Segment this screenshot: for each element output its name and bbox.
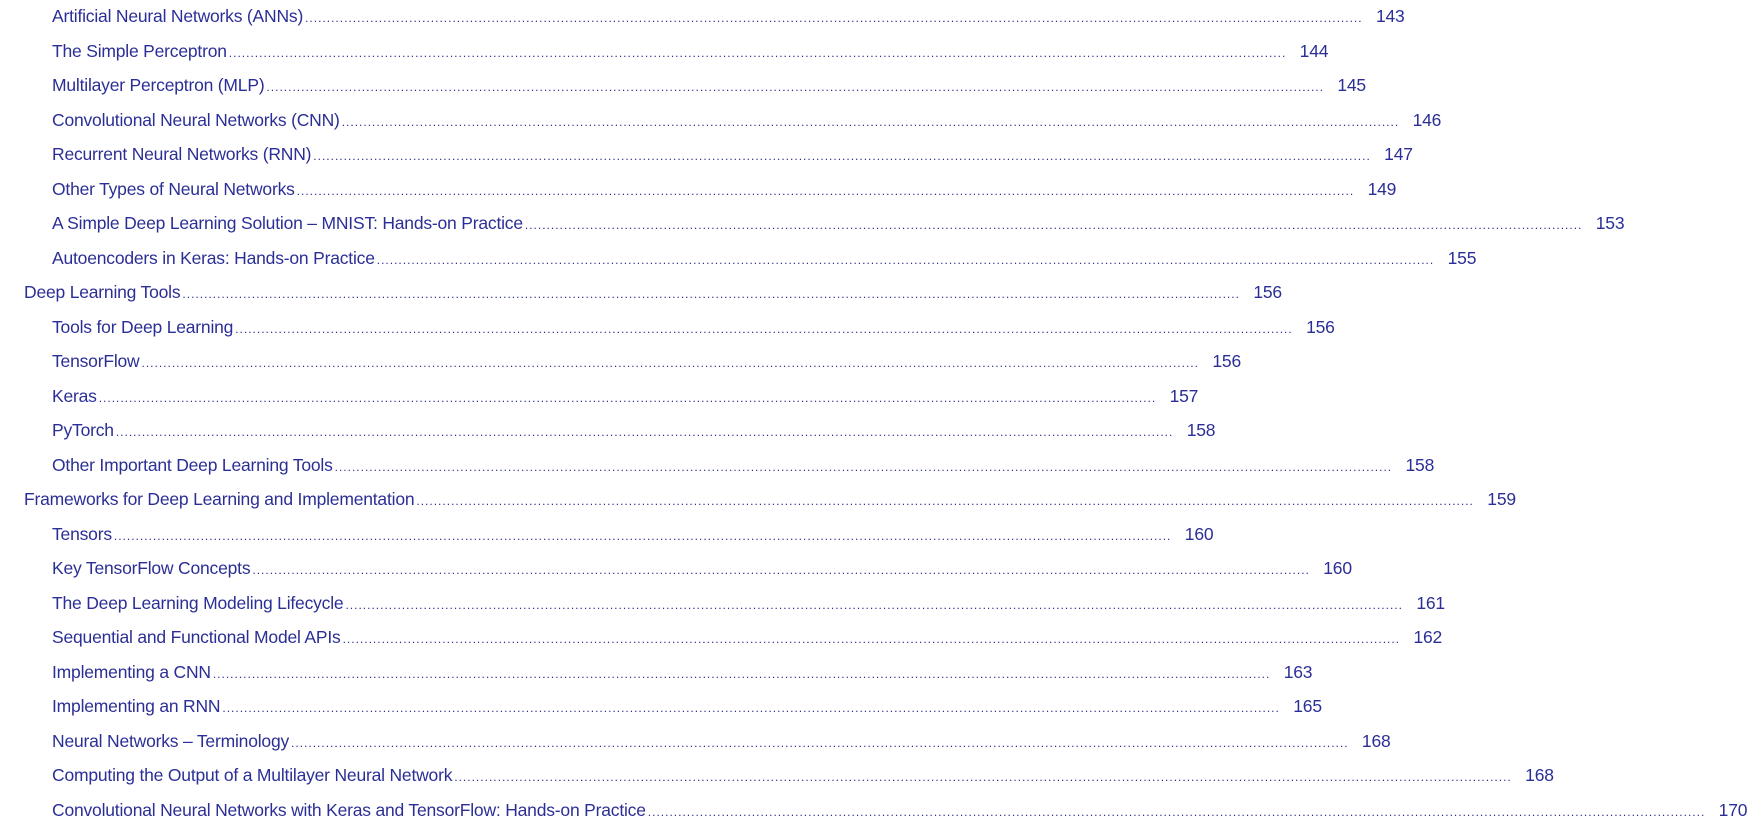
toc-subsection-link[interactable] xyxy=(0,655,800,690)
toc-dot-leader xyxy=(313,139,1371,174)
toc-subsection-link[interactable] xyxy=(0,172,800,207)
toc-subsection-link[interactable] xyxy=(0,758,800,793)
toc-entry-title: Keras xyxy=(52,379,97,414)
toc-page-number: 165 xyxy=(1284,689,1336,724)
toc-page-number: 159 xyxy=(1478,482,1530,517)
toc-page-number: 155 xyxy=(1438,241,1490,276)
toc-dot-leader xyxy=(266,70,1324,105)
toc-page-number: 162 xyxy=(1404,620,1456,655)
toc-dot-leader xyxy=(525,208,1583,243)
toc-page-number: 158 xyxy=(1177,413,1229,448)
toc-dot-leader xyxy=(342,105,1400,140)
toc-subsection-link[interactable] xyxy=(0,241,800,276)
toc-entry-title: Tools for Deep Learning xyxy=(52,310,233,345)
toc-dot-leader xyxy=(235,312,1293,347)
toc-dot-leader xyxy=(252,553,1310,588)
toc-page-number: 158 xyxy=(1396,448,1448,483)
toc-entry-title: Implementing a CNN xyxy=(52,655,211,690)
toc-dot-leader xyxy=(416,484,1474,519)
toc-subsection-link[interactable] xyxy=(0,689,800,724)
toc-entry-title: Autoencoders in Keras: Hands-on Practice xyxy=(52,241,375,276)
toc-dot-leader xyxy=(229,36,1287,71)
toc-subsection-link[interactable] xyxy=(0,34,800,69)
toc-dot-leader xyxy=(222,691,1280,726)
toc-entry-title: Sequential and Functional Model APIs xyxy=(52,620,341,655)
toc-entry-title: Deep Learning Tools xyxy=(24,275,180,310)
toc-page-number: 153 xyxy=(1586,206,1638,241)
toc-page-number: 170 xyxy=(1709,793,1761,828)
toc-entry-title: Implementing an RNN xyxy=(52,689,220,724)
toc-dot-leader xyxy=(114,519,1172,554)
toc-subsection-link[interactable] xyxy=(0,0,800,34)
toc-entry-title: TensorFlow xyxy=(52,344,139,379)
toc-entry-title: Other Types of Neural Networks xyxy=(52,172,295,207)
toc-section-link[interactable] xyxy=(0,275,800,310)
toc-page-number: 157 xyxy=(1160,379,1212,414)
toc-subsection-link[interactable] xyxy=(0,448,800,483)
toc-page-number: 156 xyxy=(1297,310,1349,345)
toc-dot-leader xyxy=(335,450,1393,485)
toc-entry-title: Tensors xyxy=(52,517,112,552)
toc-entry-title: Frameworks for Deep Learning and Implementation xyxy=(24,482,414,517)
toc-page xyxy=(0,0,800,800)
toc-subsection-link[interactable] xyxy=(0,551,800,586)
toc-subsection-link[interactable] xyxy=(0,68,800,103)
toc-page-number: 146 xyxy=(1403,103,1455,138)
toc-dot-leader xyxy=(345,588,1403,623)
toc-page-number: 147 xyxy=(1375,137,1427,172)
toc-entry-title: The Simple Perceptron xyxy=(52,34,227,69)
toc-subsection-link[interactable] xyxy=(0,724,800,759)
toc-page-number: 161 xyxy=(1407,586,1459,621)
toc-subsection-link[interactable] xyxy=(0,586,800,621)
toc-dot-leader xyxy=(454,760,1512,795)
toc-dot-leader xyxy=(377,243,1435,278)
toc-page-number: 168 xyxy=(1353,724,1405,759)
toc-entry-title: A Simple Deep Learning Solution – MNIST: Hands-on Practice xyxy=(52,206,523,241)
toc-subsection-link[interactable] xyxy=(0,517,800,552)
toc-dot-leader xyxy=(116,415,1174,450)
toc-entry-title: Neural Networks – Terminology xyxy=(52,724,289,759)
toc-dot-leader xyxy=(182,277,1240,312)
toc-page-number: 144 xyxy=(1290,34,1342,69)
toc-page-number: 156 xyxy=(1244,275,1296,310)
toc-dot-leader xyxy=(305,1,1363,36)
toc-entry-title: Convolutional Neural Networks (CNN) xyxy=(52,103,340,138)
table-of-contents xyxy=(0,0,800,827)
toc-dot-leader xyxy=(291,726,1349,761)
toc-page-number: 149 xyxy=(1358,172,1410,207)
toc-entry-title: Multilayer Perceptron (MLP) xyxy=(52,68,264,103)
toc-subsection-link[interactable] xyxy=(0,103,800,138)
toc-dot-leader xyxy=(99,381,1157,416)
toc-entry-title: Artificial Neural Networks (ANNs) xyxy=(52,0,303,34)
toc-entry-title: PyTorch xyxy=(52,413,114,448)
toc-dot-leader xyxy=(648,795,1706,829)
toc-entry-title: The Deep Learning Modeling Lifecycle xyxy=(52,586,343,621)
toc-subsection-link[interactable] xyxy=(0,310,800,345)
toc-subsection-link[interactable] xyxy=(0,620,800,655)
toc-subsection-link[interactable] xyxy=(0,793,800,828)
toc-subsection-link[interactable] xyxy=(0,344,800,379)
toc-subsection-link[interactable] xyxy=(0,137,800,172)
toc-dot-leader xyxy=(297,174,1355,209)
toc-page-number: 168 xyxy=(1516,758,1568,793)
toc-entry-title: Key TensorFlow Concepts xyxy=(52,551,250,586)
toc-page-number: 145 xyxy=(1328,68,1380,103)
toc-entry-title: Recurrent Neural Networks (RNN) xyxy=(52,137,311,172)
toc-dot-leader xyxy=(213,657,1271,692)
toc-page-number: 143 xyxy=(1367,0,1419,34)
toc-dot-leader xyxy=(141,346,1199,381)
toc-dot-leader xyxy=(343,622,1401,657)
toc-subsection-link[interactable] xyxy=(0,379,800,414)
toc-entry-title: Computing the Output of a Multilayer Neural Network xyxy=(52,758,452,793)
toc-section-link[interactable] xyxy=(0,482,800,517)
toc-page-number: 156 xyxy=(1203,344,1255,379)
toc-page-number: 160 xyxy=(1314,551,1366,586)
toc-entry-title: Convolutional Neural Networks with Keras and TensorFlow: Hands-on Practice xyxy=(52,793,646,828)
toc-page-number: 160 xyxy=(1175,517,1227,552)
toc-entry-title: Other Important Deep Learning Tools xyxy=(52,448,333,483)
toc-subsection-link[interactable] xyxy=(0,206,800,241)
toc-page-number: 163 xyxy=(1274,655,1326,690)
toc-subsection-link[interactable] xyxy=(0,413,800,448)
